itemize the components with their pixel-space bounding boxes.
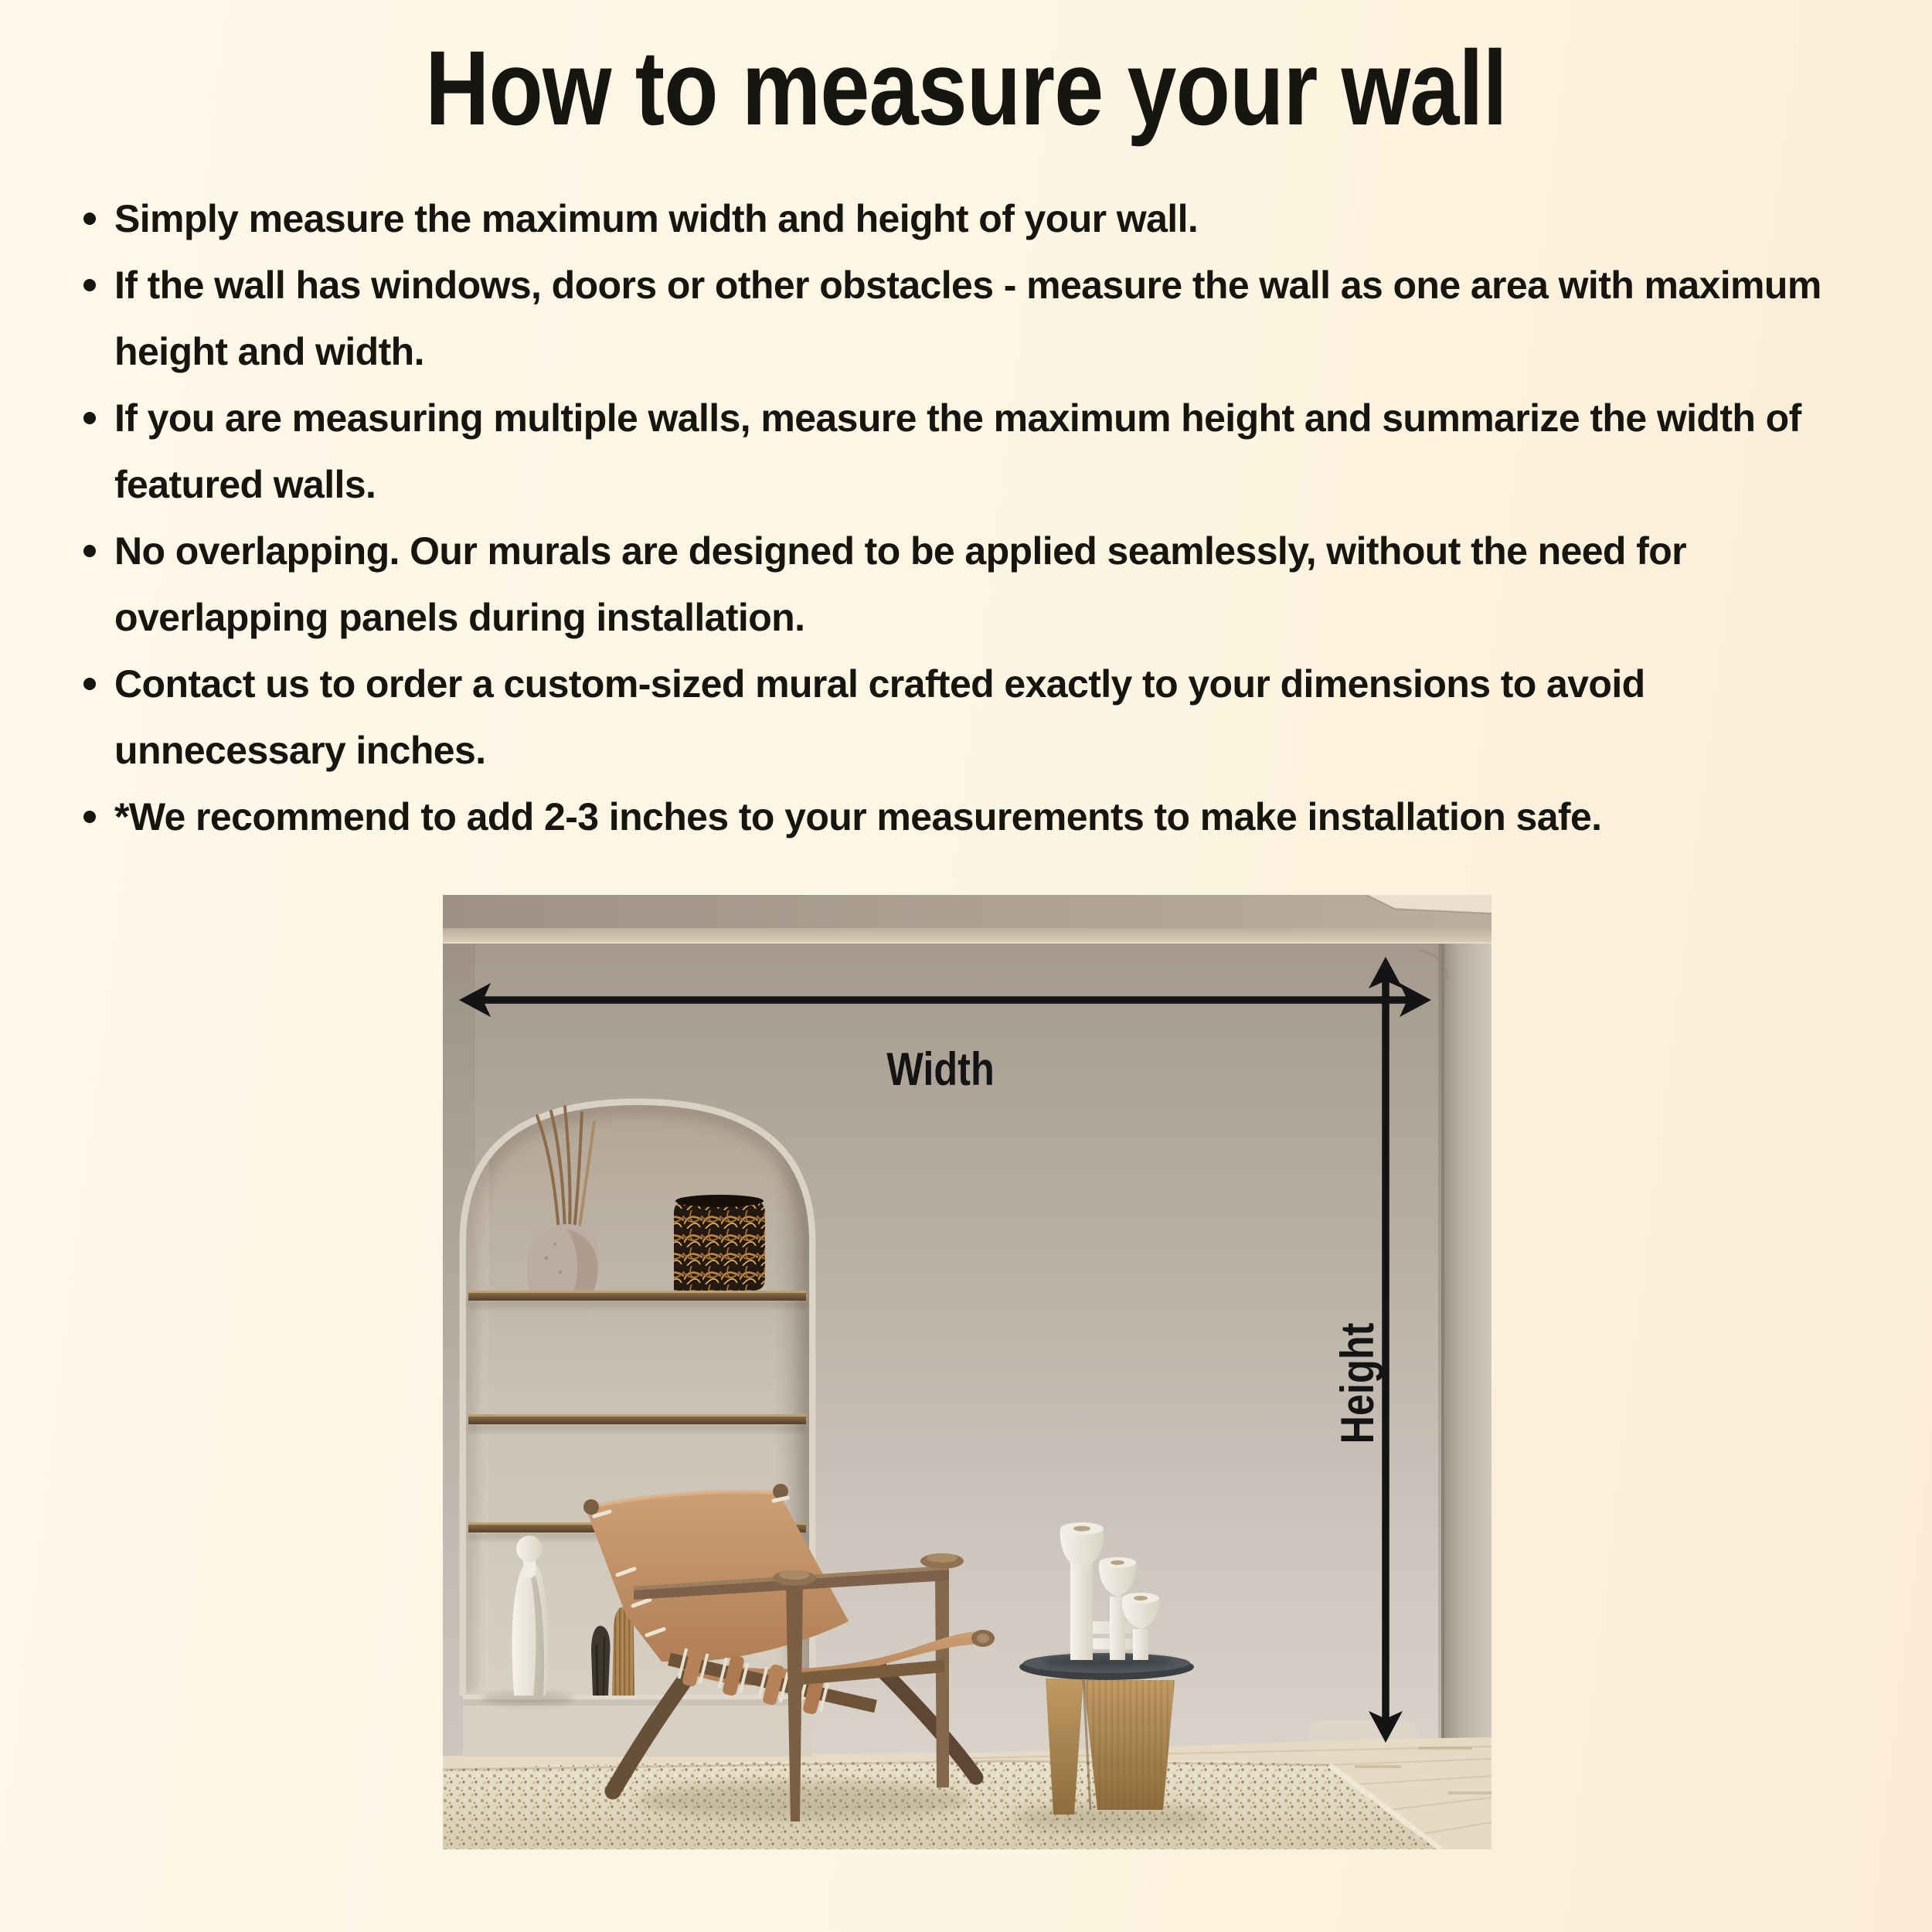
bullet-text: Simply measure the maximum width and height of your wall. [114,197,1199,240]
bullet-dot [83,412,96,424]
bullet-dot [83,279,96,291]
bullet-dot [83,545,96,557]
ceiling [443,895,1492,950]
room-photo [443,895,1492,1849]
list-item [77,252,1855,385]
list-item [77,518,1855,651]
bullet-text: *We recommend to add 2-3 inches to your measurements to make installation safe. [114,795,1602,838]
shelf [468,1291,806,1308]
bullet-text: If the wall has windows, doors or other obstacles - measure the wall as one area with maximum height and width. [114,264,1821,373]
cornice-molding [443,928,1492,944]
wall-corner [1441,944,1492,1741]
height-label: Height [1332,1322,1383,1444]
bullet-text: If you are measuring multiple walls, measure the maximum height and summarize the width of featured walls. [114,396,1801,506]
chair-wood-tip [583,1499,599,1515]
list-item [77,651,1855,784]
page-title: How to measure your wall [425,29,1507,148]
instruction-list [77,185,1855,850]
list-item [77,385,1855,518]
shelf [468,1414,806,1431]
bullet-dot [83,811,96,823]
bullet-dot [83,213,96,225]
list-item [77,784,1855,850]
arched-niche [463,1102,812,1757]
bullet-text: Contact us to order a custom-sized mural crafted exactly to your dimensions to avoid unnecessary inches. [114,662,1645,772]
width-label: Width [886,1043,995,1095]
bullet-text: No overlapping. Our murals are designed to be applied seamlessly, without the need for overlapping panels during installation. [114,529,1687,639]
bullet-dot [83,678,96,690]
dark-sculpture [591,1626,611,1696]
patterned-basket [674,1195,765,1291]
list-item [77,185,1855,252]
chair-shadow [638,1781,970,1820]
chair-rear-post [935,1571,949,1787]
